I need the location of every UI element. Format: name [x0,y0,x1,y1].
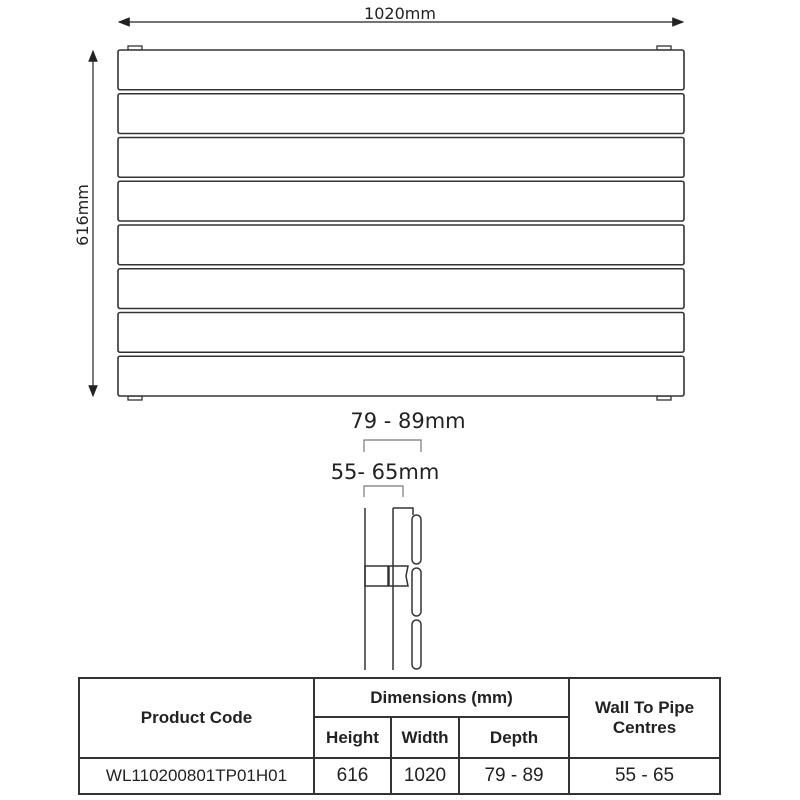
radiator-panel [118,94,684,134]
cell-width: 1020 [391,758,459,794]
panel-side [412,568,421,616]
depth-dimension [350,409,465,452]
connector-side [389,566,408,586]
header-dimensions: Dimensions (mm) [314,678,569,717]
radiator-panel [118,181,684,221]
cell-product-code: WL110200801TP01H01 [79,758,314,794]
radiator-panel [118,225,684,265]
side-view [365,508,421,670]
header-wall-to-pipe: Wall To Pipe Centres [569,678,720,758]
table-row [79,758,720,794]
width-label: 1020mm [364,4,436,23]
height-dimension [73,51,93,396]
radiator-panel [118,269,684,309]
depth-label: 79 - 89mm [350,409,466,433]
header-width: Width [391,717,459,758]
header-height: Height [314,717,391,758]
wall-to-pipe-label: 55- 65mm [330,460,440,484]
specification-table [78,677,721,795]
cell-depth: 79 - 89 [459,758,569,794]
radiator-panel [118,138,684,178]
radiator-panel [118,50,684,90]
radiator-panel [118,313,684,353]
width-dimension [119,4,683,23]
radiator-panel [118,356,684,396]
header-depth: Depth [459,717,569,758]
radiator-panels [118,50,684,396]
header-product-code: Product Code [79,678,314,758]
bracket-side [365,566,388,586]
cell-height: 616 [314,758,391,794]
wall-to-pipe-dimension [331,460,440,497]
cell-wall-to-pipe: 55 - 65 [569,758,720,794]
height-label: 616mm [73,184,92,246]
panel-side [412,620,421,669]
panel-side [412,515,421,564]
